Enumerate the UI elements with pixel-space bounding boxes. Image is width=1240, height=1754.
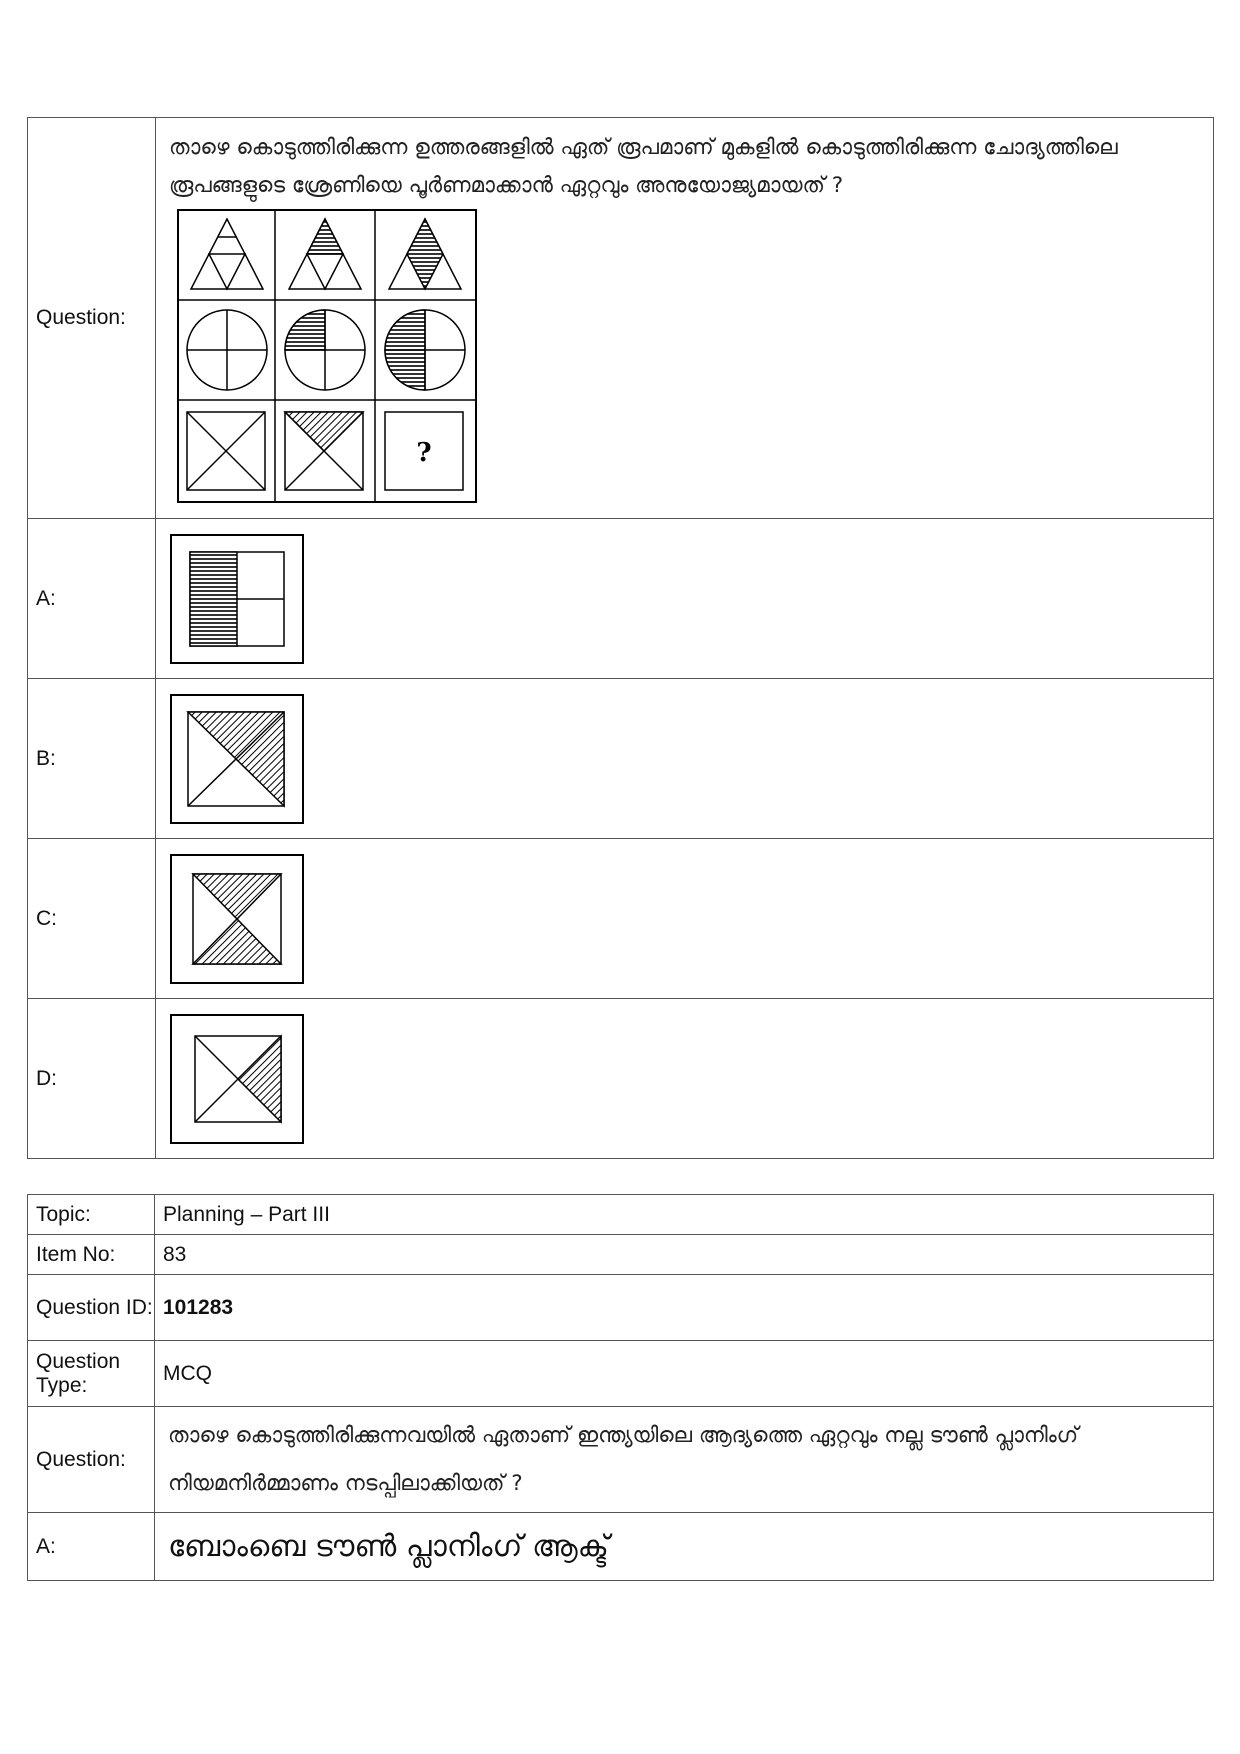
option-c-cell[interactable]	[156, 839, 1214, 999]
circle-figure-2	[285, 310, 365, 390]
missing-figure-symbol: ?	[416, 438, 432, 468]
question-type-value: MCQ	[155, 1341, 1214, 1407]
question-cell-2	[155, 1407, 1214, 1513]
circle-figure-3	[385, 310, 465, 390]
option-row-c[interactable]	[28, 839, 1214, 999]
option-d-figure	[170, 1014, 304, 1144]
option-d-cell[interactable]	[156, 999, 1214, 1159]
option-row-a[interactable]	[28, 519, 1214, 679]
question-block-1	[27, 117, 1214, 1159]
answer-label: A:	[28, 1513, 155, 1581]
item-no-value: 83	[155, 1235, 1214, 1275]
question-text-2: താഴെ കൊടുത്തിരിക്കുന്നവയിൽ ഏതാണ് ഇന്ത്യയിലെ ആദ്യത്തെ ഏറ്റവും നല്ല ടൗൺ പ്ലാനിംഗ് നിയമനിർമ്മാണം നടപ്പിലാക്കിയത് ?	[168, 1422, 1079, 1496]
option-b-label: B:	[28, 679, 156, 839]
option-a-cell[interactable]	[156, 519, 1214, 679]
option-c-label: C:	[28, 839, 156, 999]
question-block-2	[27, 1194, 1214, 1581]
question-id-label: Question ID:	[28, 1275, 155, 1341]
question-label: Question:	[28, 118, 156, 519]
option-d-label: D:	[28, 999, 156, 1159]
option-c-figure	[170, 854, 304, 984]
option-row-d[interactable]	[28, 999, 1214, 1159]
option-b-figure	[170, 694, 304, 824]
question-id-value: 101283	[155, 1275, 1214, 1341]
circle-figure-1	[187, 310, 267, 390]
question-text: താഴെ കൊടുത്തിരിക്കുന്ന ഉത്തരങ്ങളിൽ ഏത് രൂപമാണ് മുകളിൽ കൊടുത്തിരിക്കുന്ന ചോദ്യത്തിലെ രൂപങ്ങളുടെ ശ്രേണിയെ പൂർണമാക്കാൻ ഏറ്റവും അനുയോജ്യമായത് ?	[169, 135, 1118, 198]
question-cell	[156, 118, 1214, 519]
answer-cell	[155, 1513, 1214, 1581]
topic-label: Topic:	[28, 1195, 155, 1235]
topic-value: Planning – Part III	[155, 1195, 1214, 1235]
question-type-label: Question Type:	[28, 1341, 155, 1407]
question-label-2: Question:	[28, 1407, 155, 1513]
option-b-cell[interactable]	[156, 679, 1214, 839]
option-a-figure	[170, 534, 304, 664]
option-a-label: A:	[28, 519, 156, 679]
option-row-b[interactable]	[28, 679, 1214, 839]
answer-text: ബോംബെ ടൗൺ പ്ലാനിംഗ് ആക്ട്	[168, 1529, 609, 1564]
figure-series-grid	[177, 209, 477, 503]
item-no-label: Item No:	[28, 1235, 155, 1275]
